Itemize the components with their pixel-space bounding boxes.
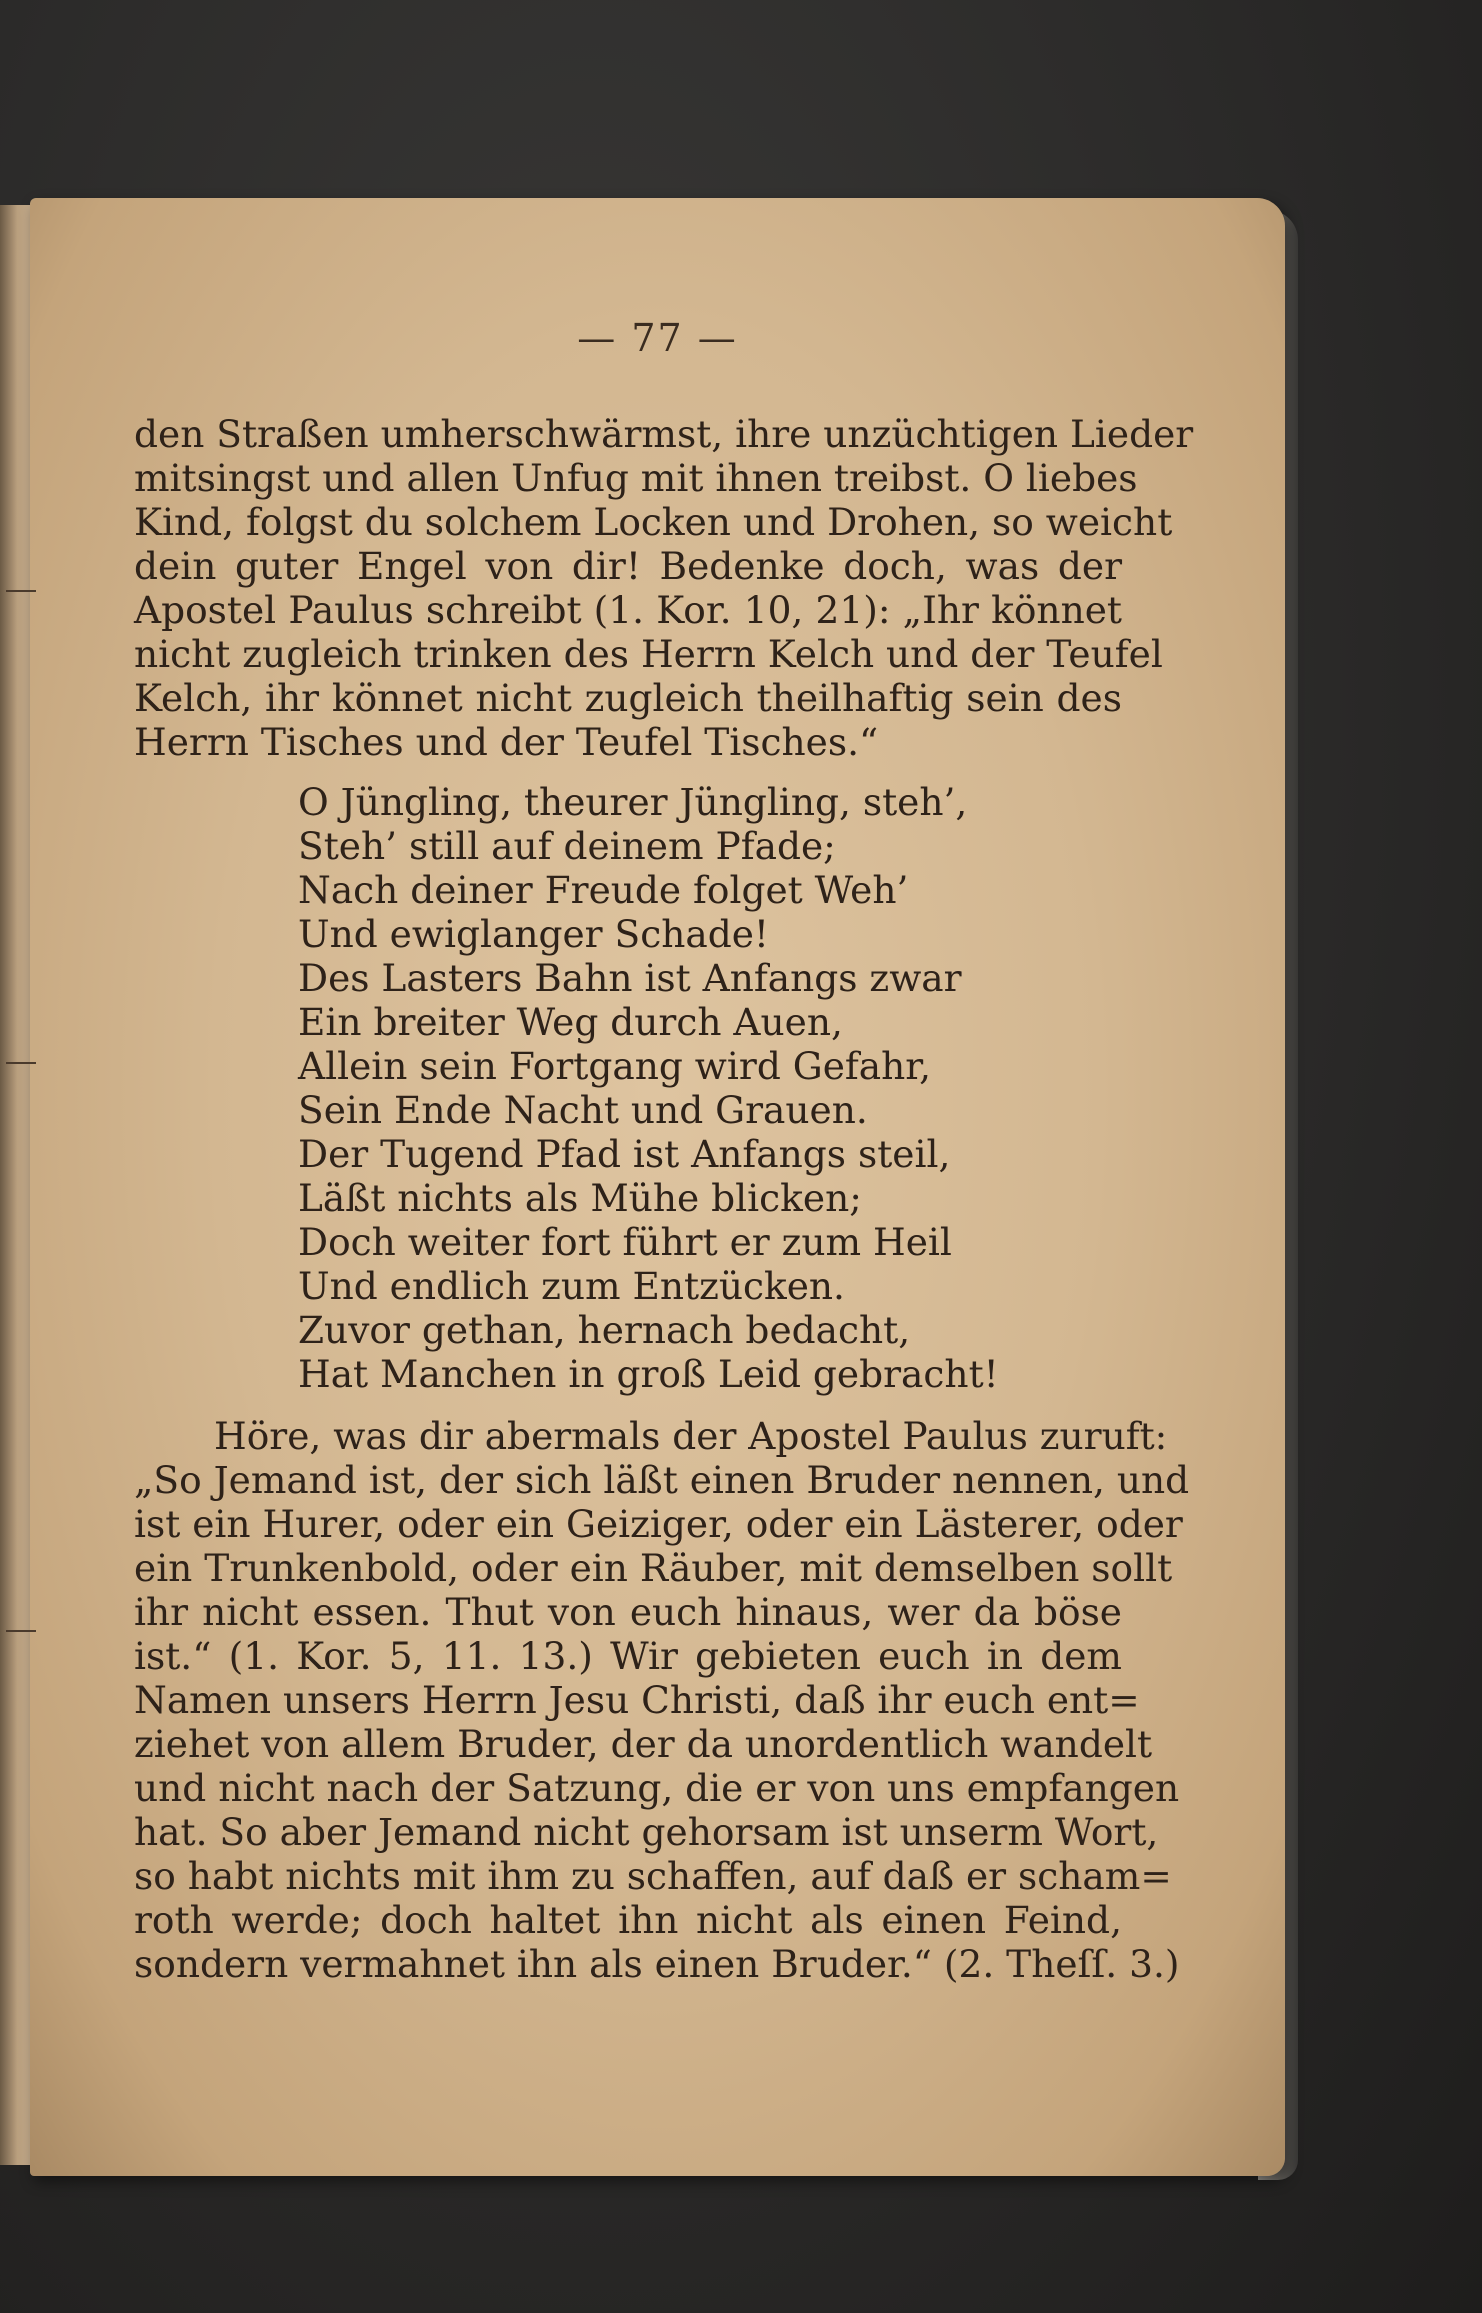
- text-line: nicht zugleich trinken des Herrn Kelch und der Teufel: [134, 632, 1163, 676]
- text-line: ziehet von allem Bruder, der da unordentlich wandelt: [134, 1722, 1153, 1766]
- text-line: Herrn Tisches und der Teufel Tisches.“: [134, 720, 879, 764]
- poem-line: Der Tugend Pfad ist Anfangs steil,: [298, 1132, 951, 1176]
- poem-line: Und ewiglanger Schade!: [298, 912, 769, 956]
- book-page: [30, 198, 1285, 2176]
- poem-line: Sein Ende Nacht und Grauen.: [298, 1088, 868, 1132]
- text-line: so habt nichts mit ihm zu schaffen, auf daß er scham=: [134, 1854, 1172, 1898]
- text-line: Höre, was dir abermals der Apostel Paulus zuruft:: [214, 1414, 1168, 1458]
- text-line: „So Jemand ist, der sich läßt einen Bruder nennen, und: [134, 1458, 1190, 1502]
- text-line: sondern vermahnet ihn als einen Bruder.“ (2. Theſſ. 3.): [134, 1942, 1180, 1986]
- text-line: ihr nicht essen. Thut von euch hinaus, wer da böse: [134, 1590, 1122, 1634]
- text-line: Apostel Paulus schreibt (1. Kor. 10, 21): „Ihr könnet: [134, 588, 1122, 632]
- text-line: ein Trunkenbold, oder ein Räuber, mit demselben sollt: [134, 1546, 1173, 1590]
- paragraph-2: [134, 1414, 1190, 1986]
- text-line: mitsingst und allen Unfug mit ihnen treibst. O liebes: [134, 456, 1138, 500]
- poem-line: Allein sein Fortgang wird Gefahr,: [298, 1044, 932, 1088]
- text-line: den Straßen umherschwärmst, ihre unzüchtigen Lieder: [134, 412, 1194, 456]
- text-line: ist.“ (1. Kor. 5, 11. 13.) Wir gebieten euch in dem: [134, 1634, 1122, 1678]
- poem-line: Und endlich zum Entzücken.: [298, 1264, 845, 1308]
- text-line: Kind, folgst du solchem Locken und Drohen, so weicht: [134, 500, 1173, 544]
- poem-line: O Jüngling, theurer Jüngling, steh’,: [298, 780, 968, 824]
- text-line: hat. So aber Jemand nicht gehorsam ist unserm Wort,: [134, 1810, 1159, 1854]
- poem-line: Nach deiner Freude folget Weh’: [298, 868, 909, 912]
- poem-line: Läßt nichts als Mühe blicken;: [298, 1176, 862, 1220]
- binding-stitch-marks: [0, 0, 40, 2313]
- poem-line: Hat Manchen in groß Leid gebracht!: [298, 1352, 999, 1396]
- poem-line: Zuvor gethan, hernach bedacht,: [298, 1308, 911, 1352]
- stitch-mark: [6, 590, 36, 592]
- stitch-mark: [6, 1062, 36, 1064]
- poem-line: Doch weiter fort führt er zum Heil: [298, 1220, 952, 1264]
- text-line: Namen unsers Herrn Jesu Christi, daß ihr euch ent=: [134, 1678, 1140, 1722]
- stitch-mark: [6, 1630, 36, 1632]
- text-line: ist ein Hurer, oder ein Geiziger, oder ein Lästerer, oder: [134, 1502, 1183, 1546]
- text-line: und nicht nach der Satzung, die er von uns empfangen: [134, 1766, 1180, 1810]
- text-line: roth werde; doch haltet ihn nicht als einen Feind,: [134, 1898, 1122, 1942]
- poem: [298, 780, 1098, 1396]
- paragraph-1: [134, 412, 1194, 764]
- text-line: Kelch, ihr könnet nicht zugleich theilhaftig sein des: [134, 676, 1122, 720]
- poem-line: Steh’ still auf deinem Pfade;: [298, 824, 836, 868]
- page-number: — 77 —: [577, 316, 738, 360]
- text-line: dein guter Engel von dir! Bedenke doch, was der: [134, 544, 1122, 588]
- poem-line: Ein breiter Weg durch Auen,: [298, 1000, 843, 1044]
- poem-line: Des Lasters Bahn ist Anfangs zwar: [298, 956, 962, 1000]
